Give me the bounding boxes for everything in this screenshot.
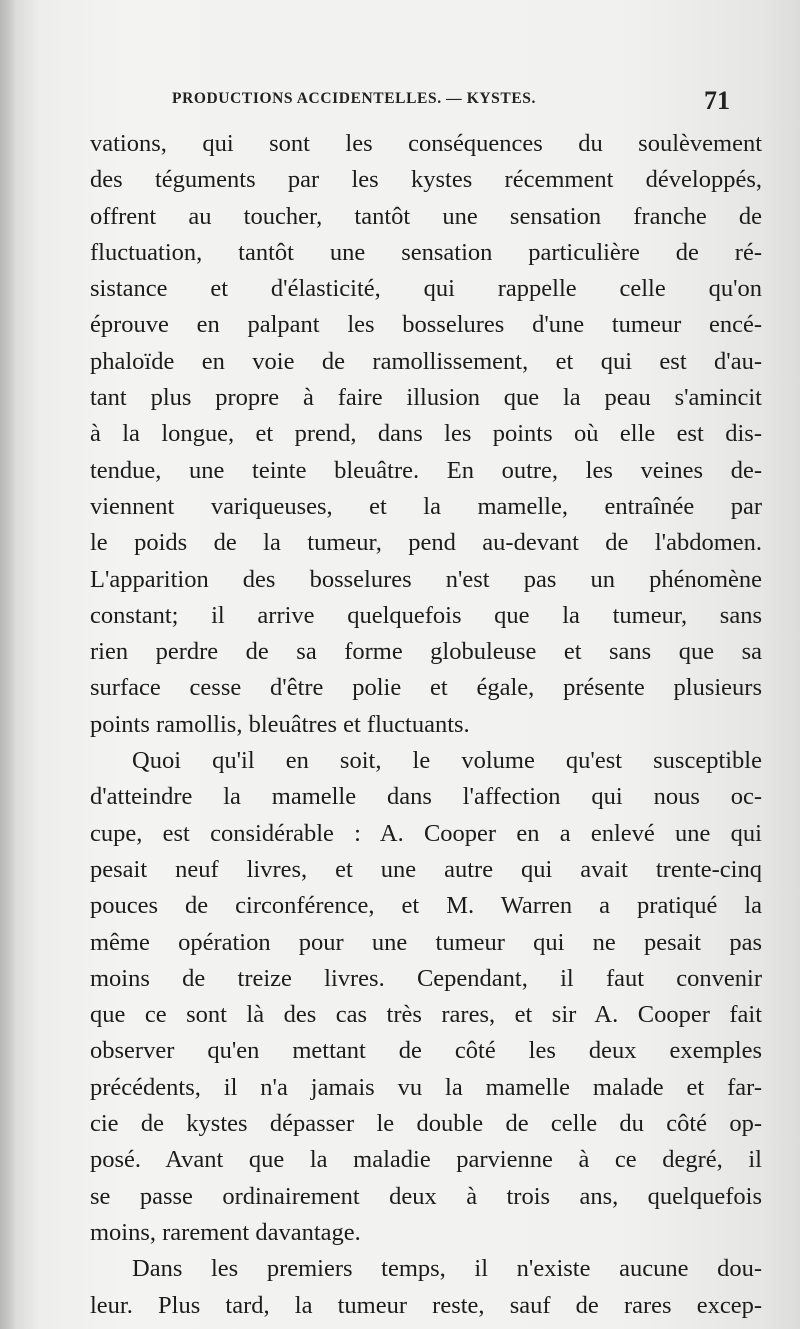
text-line: viennent variqueuses, et la mamelle, entraînée par — [90, 492, 762, 520]
text-line: le poids de la tumeur, pend au-devant de l'abdomen. — [90, 529, 762, 557]
text-line: vations, qui sont les conséquences du soulèvement — [90, 130, 762, 157]
running-head: PRODUCTIONS ACCIDENTELLES. — KYSTES. — [172, 90, 536, 107]
text-line: L'apparition des bosselures n'est pas un phénomène — [90, 565, 762, 593]
paragraph-start-line: Dans les premiers temps, il n'existe aucune dou- — [132, 1255, 762, 1283]
text-line: se passe ordinairement deux à trois ans, quelquefois — [90, 1182, 762, 1210]
paragraph-end-line: moins, rarement davantage. — [90, 1218, 361, 1246]
text-line: posé. Avant que la maladie parvienne à ce degré, il — [90, 1146, 762, 1174]
text-line: moins de treize livres. Cependant, il faut convenir — [90, 964, 762, 992]
text-line: phaloïde en voie de ramollissement, et qui est d'au- — [90, 347, 762, 375]
page-header — [0, 86, 800, 116]
text-line: offrent au toucher, tantôt une sensation franche de — [90, 202, 762, 230]
paragraph-end-line: points ramollis, bleuâtres et fluctuants. — [90, 710, 470, 738]
text-line: à la longue, et prend, dans les points où elle est dis- — [90, 420, 762, 448]
paragraph-start-line: Quoi qu'il en soit, le volume qu'est susceptible — [132, 747, 762, 775]
text-line: des téguments par les kystes récemment développés, — [90, 166, 762, 194]
text-line: d'atteindre la mamelle dans l'affection qui nous oc- — [90, 783, 762, 811]
text-line: pouces de circonférence, et M. Warren a pratiqué la — [90, 892, 762, 920]
text-line: tant plus propre à faire illusion que la peau s'amincit — [90, 384, 762, 412]
text-line: cie de kystes dépasser le double de celle du côté op- — [90, 1110, 762, 1138]
text-line: que ce sont là des cas très rares, et sir A. Cooper fait — [90, 1001, 762, 1029]
text-line: surface cesse d'être polie et égale, présente plusieurs — [90, 674, 762, 702]
text-line: tendue, une teinte bleuâtre. En outre, les veines de- — [90, 456, 762, 484]
text-line: même opération pour une tumeur qui ne pesait pas — [90, 928, 762, 956]
text-line: précédents, il n'a jamais vu la mamelle malade et far- — [90, 1073, 762, 1101]
text-line: fluctuation, tantôt une sensation particulière de ré- — [90, 238, 762, 266]
text-line: constant; il arrive quelquefois que la tumeur, sans — [90, 601, 762, 629]
text-line: éprouve en palpant les bosselures d'une tumeur encé- — [90, 311, 762, 339]
text-line: rien perdre de sa forme globuleuse et sans que sa — [90, 638, 762, 666]
text-line: cupe, est considérable : A. Cooper en a enlevé une qui — [90, 819, 762, 847]
text-line: observer qu'en mettant de côté les deux exemples — [90, 1037, 762, 1065]
text-line: sistance et d'élasticité, qui rappelle celle qu'on — [90, 275, 762, 303]
text-line: leur. Plus tard, la tumeur reste, sauf de rares excep- — [90, 1291, 762, 1319]
text-line: pesait neuf livres, et une autre qui avait trente-cinq — [90, 855, 762, 883]
body-text — [90, 126, 762, 1324]
page-number: 71 — [704, 86, 730, 115]
